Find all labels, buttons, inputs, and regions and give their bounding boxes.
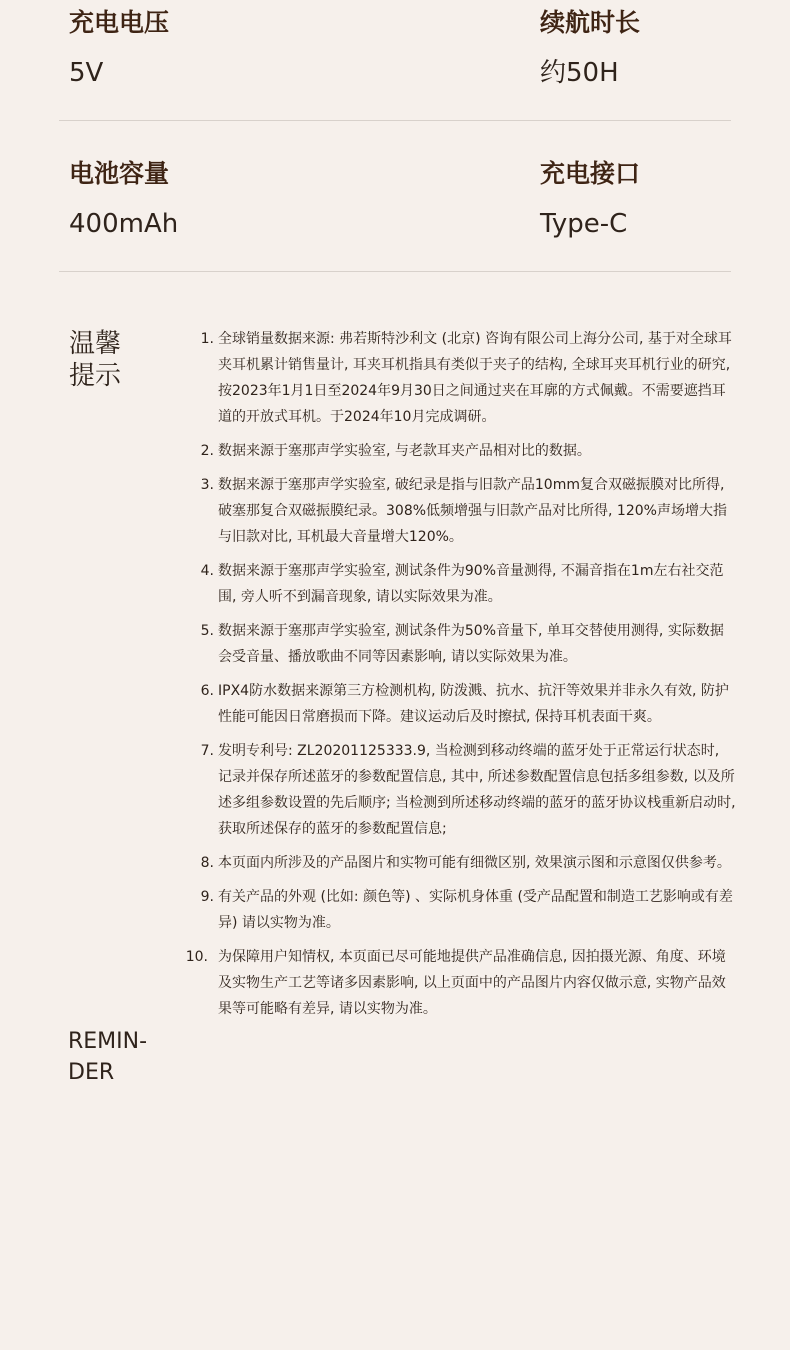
- spec-label: 续航时长: [540, 8, 641, 37]
- note-item: [180, 944, 740, 1022]
- reminder-title-line: 提示: [69, 361, 122, 391]
- reminder-en-title: [68, 1026, 168, 1088]
- note-number: 5.: [200, 623, 214, 639]
- reminder-en-line: REMIN-: [68, 1029, 148, 1054]
- note-text: 数据来源于塞那声学实验室, 与老款耳夹产品相对比的数据。: [218, 443, 591, 459]
- note-number: 1.: [200, 331, 214, 347]
- note-number: 2.: [200, 443, 214, 459]
- spec-label: 电池容量: [69, 159, 170, 188]
- note-item: [180, 884, 740, 936]
- reminder-en-line: DER: [68, 1060, 115, 1085]
- note-item: [180, 326, 740, 430]
- note-text: 发明专利号: ZL20201125333.9, 当检测到移动终端的蓝牙处于正常运行状态时, 记录并保存所述蓝牙的参数配置信息, 其中, 所述参数配置信息包括多组参数, 以及所述多组参数设置的先后顺序; 当检测到所述移动终端的蓝牙的蓝牙协议栈重新启动时, 获取所述保存的蓝牙的参数配置信息;: [218, 743, 736, 837]
- note-text: 有关产品的外观 (比如: 颜色等) 、实际机身体重 (受产品配置和制造工艺影响或有差异) 请以实物为准。: [218, 889, 733, 931]
- reminder-title: [69, 328, 141, 392]
- note-number: 9.: [200, 889, 214, 905]
- note-text: 全球销量数据来源: 弗若斯特沙利文 (北京) 咨询有限公司上海分公司, 基于对全球耳夹耳机累计销售量计, 耳夹耳机指具有类似于夹子的结构, 全球耳夹耳机行业的研究, 按2023年1月1日至2024年9月30日之间通过夹在耳廓的方式佩戴。不需要遮挡耳道的开放式耳机。于2024年10月完成调研。: [218, 331, 732, 425]
- note-item: [180, 738, 740, 842]
- note-number: 8.: [200, 855, 214, 871]
- reminder-title-line: 温馨: [69, 329, 122, 359]
- spec-value: 约50H: [540, 58, 619, 88]
- note-text: 本页面内所涉及的产品图片和实物可能有细微区别, 效果演示图和示意图仅供参考。: [218, 855, 731, 871]
- note-text: 数据来源于塞那声学实验室, 测试条件为90%音量测得, 不漏音指在1m左右社交范围, 旁人听不到漏音现象, 请以实际效果为准。: [218, 563, 724, 605]
- divider: [59, 271, 731, 272]
- note-item: [180, 850, 740, 876]
- note-item: [180, 678, 740, 730]
- note-text: 数据来源于塞那声学实验室, 破纪录是指与旧款产品10mm复合双磁振膜对比所得, 破塞那复合双磁振膜纪录。308%低频增强与旧款产品对比所得, 120%声场增大指与旧款对比, 耳机最大音量增大120%。: [218, 477, 727, 545]
- notes-list: [180, 326, 740, 1030]
- spec-label: 充电接口: [540, 159, 641, 188]
- note-number: 10.: [185, 949, 208, 965]
- note-number: 4.: [200, 563, 214, 579]
- spec-value: Type-C: [540, 209, 628, 239]
- note-number: 3.: [200, 477, 214, 493]
- note-item: [180, 618, 740, 670]
- note-item: [180, 438, 740, 464]
- note-item: [180, 558, 740, 610]
- spec-value: 5V: [69, 58, 104, 88]
- note-number: 6.: [200, 683, 214, 699]
- note-text: 为保障用户知情权, 本页面已尽可能地提供产品准确信息, 因拍摄光源、角度、环境及实物生产工艺等诸多因素影响, 以上页面中的产品图片内容仅做示意, 实物产品效果等可能略有差异, 请以实物为准。: [218, 949, 726, 1017]
- note-text: IPX4防水数据来源第三方检测机构, 防泼溅、抗水、抗汗等效果并非永久有效, 防护性能可能因日常磨损而下降。建议运动后及时擦拭, 保持耳机表面干爽。: [218, 683, 729, 725]
- divider: [59, 120, 731, 121]
- note-item: [180, 472, 740, 550]
- spec-value: 400mAh: [69, 209, 179, 239]
- note-number: 7.: [200, 743, 214, 759]
- spec-label: 充电电压: [69, 8, 170, 37]
- note-text: 数据来源于塞那声学实验室, 测试条件为50%音量下, 单耳交替使用测得, 实际数据会受音量、播放歌曲不同等因素影响, 请以实际效果为准。: [218, 623, 724, 665]
